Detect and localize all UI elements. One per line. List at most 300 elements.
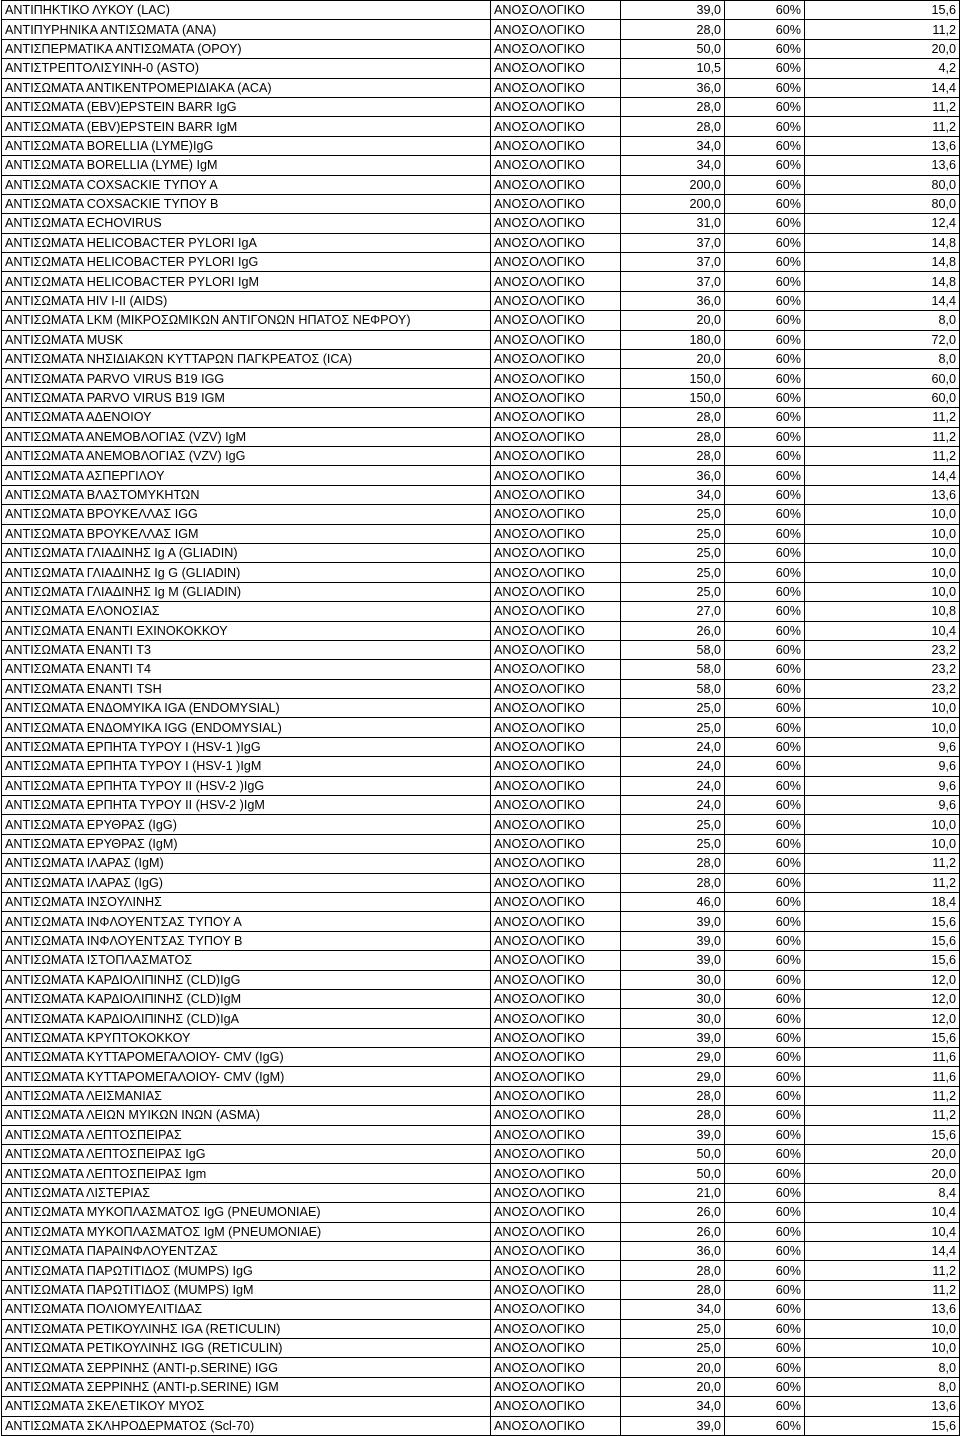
test-name-cell: ΑΝΤΙΣΩΜΑΤΑ HELICOBACTER PYLORI IgG [2,253,491,272]
test-name-cell: ΑΝΤΙΣΩΜΑΤΑ PARVO VIRUS B19 IGM [2,388,491,407]
final-price-cell: 10,0 [805,524,960,543]
test-name-cell: ΑΝΤΙΣΩΜΑΤΑ (EBV)EPSTEIN BARR IgG [2,97,491,116]
category-cell: ΑΝΟΣΟΛΟΓΙΚΟ [491,1280,621,1299]
price-cell: 50,0 [621,1164,725,1183]
final-price-cell: 11,2 [805,1280,960,1299]
test-name-cell: ΑΝΤΙΣΩΜΑΤΑ ΛΕΙΣΜΑΝΙΑΣ [2,1086,491,1105]
price-cell: 46,0 [621,892,725,911]
table-row [2,873,960,892]
price-cell: 20,0 [621,1358,725,1377]
table-row [2,543,960,562]
discount-cell: 60% [725,1358,805,1377]
test-name-cell: ΑΝΤΙΣΩΜΑΤΑ LKM (ΜΙΚΡΟΣΩΜΙΚΩΝ ΑΝΤΙΓΟΝΩΝ ΗΠΑΤΟΣ ΝΕΦΡΟΥ) [2,311,491,330]
final-price-cell: 13,6 [805,156,960,175]
category-cell: ΑΝΟΣΟΛΟΓΙΚΟ [491,466,621,485]
table-row [2,1183,960,1202]
price-cell: 39,0 [621,912,725,931]
category-cell: ΑΝΟΣΟΛΟΓΙΚΟ [491,524,621,543]
final-price-cell: 15,6 [805,912,960,931]
discount-cell: 60% [725,873,805,892]
discount-cell: 60% [725,408,805,427]
final-price-cell: 10,4 [805,1203,960,1222]
price-cell: 20,0 [621,311,725,330]
test-name-cell: ΑΝΤΙΣΩΜΑΤΑ ΛΕΠΤΟΣΠΕΙΡΑΣ [2,1125,491,1144]
category-cell: ΑΝΟΣΟΛΟΓΙΚΟ [491,1358,621,1377]
discount-cell: 60% [725,369,805,388]
test-name-cell: ΑΝΤΙΣΩΜΑΤΑ ΕΝΔΟΜΥΙΚΑ IGA (ENDOMYSIAL) [2,699,491,718]
price-cell: 24,0 [621,757,725,776]
category-cell: ΑΝΟΣΟΛΟΓΙΚΟ [491,854,621,873]
discount-cell: 60% [725,1086,805,1105]
test-name-cell: ΑΝΤΙΣΩΜΑΤΑ ΕΡΠΗΤΑ ΤΥΡΟΥ Ι (HSV-1 )IgM [2,757,491,776]
price-cell: 150,0 [621,369,725,388]
discount-cell: 60% [725,175,805,194]
category-cell: ΑΝΟΣΟΛΟΓΙΚΟ [491,1125,621,1144]
table-row [2,20,960,39]
table-row [2,1009,960,1028]
final-price-cell: 12,0 [805,1009,960,1028]
final-price-cell: 10,8 [805,602,960,621]
final-price-cell: 23,2 [805,640,960,659]
test-name-cell: ΑΝΤΙΣΩΜΑΤΑ ΑΣΠΕΡΓΙΛΟΥ [2,466,491,485]
test-name-cell: ΑΝΤΙΣΩΜΑΤΑ ΠΑΡΩΤΙΤΙΔΟΣ (MUMPS) IgG [2,1261,491,1280]
category-cell: ΑΝΟΣΟΛΟΓΙΚΟ [491,136,621,155]
price-cell: 39,0 [621,1028,725,1047]
table-row [2,408,960,427]
final-price-cell: 11,2 [805,427,960,446]
category-cell: ΑΝΟΣΟΛΟΓΙΚΟ [491,97,621,116]
discount-cell: 60% [725,1,805,20]
discount-cell: 60% [725,1261,805,1280]
price-cell: 28,0 [621,446,725,465]
test-name-cell: ΑΝΤΙΣΩΜΑΤΑ ΕΡΠΗΤΑ ΤΥΡΟΥ Ι (HSV-1 )IgG [2,737,491,756]
table-row [2,989,960,1008]
table-row [2,233,960,252]
discount-cell: 60% [725,311,805,330]
final-price-cell: 11,2 [805,1261,960,1280]
final-price-cell: 10,4 [805,621,960,640]
test-name-cell: ΑΝΤΙΣΩΜΑΤΑ ΣΚΕΛΕΤΙΚΟΥ ΜΥΟΣ [2,1397,491,1416]
table-row [2,39,960,58]
price-cell: 39,0 [621,931,725,950]
discount-cell: 60% [725,78,805,97]
discount-cell: 60% [725,214,805,233]
test-name-cell: ΑΝΤΙΣΩΜΑΤΑ ΕΝΑΝΤΙ ΕΧΙΝΟΚΟΚΚΟΥ [2,621,491,640]
final-price-cell: 14,8 [805,253,960,272]
category-cell: ΑΝΟΣΟΛΟΓΙΚΟ [491,951,621,970]
table-row [2,951,960,970]
test-name-cell: ΑΝΤΙΣΤΡΕΠΤΟΛΙΣΥΙΝΗ-0 (ASTO) [2,59,491,78]
test-name-cell: ΑΝΤΙΣΩΜΑΤΑ ΙΣΤΟΠΛΑΣΜΑΤΟΣ [2,951,491,970]
price-cell: 24,0 [621,737,725,756]
category-cell: ΑΝΟΣΟΛΟΓΙΚΟ [491,970,621,989]
category-cell: ΑΝΟΣΟΛΟΓΙΚΟ [491,1319,621,1338]
final-price-cell: 10,0 [805,505,960,524]
test-name-cell: ΑΝΤΙΣΩΜΑΤΑ ΕΡΠΗΤΑ ΤΥΡΟΥ ΙΙ (HSV-2 )IgG [2,776,491,795]
final-price-cell: 14,8 [805,233,960,252]
table-row [2,1300,960,1319]
discount-cell: 60% [725,815,805,834]
final-price-cell: 15,6 [805,1,960,20]
final-price-cell: 10,0 [805,815,960,834]
price-table-body [2,1,960,1436]
category-cell: ΑΝΟΣΟΛΟΓΙΚΟ [491,1203,621,1222]
table-row [2,892,960,911]
test-name-cell: ΑΝΤΙΣΠΕΡΜΑΤΙΚΑ ΑΝΤΙΣΩΜΑΤΑ (ΟΡΟΥ) [2,39,491,58]
price-cell: 50,0 [621,39,725,58]
category-cell: ΑΝΟΣΟΛΟΓΙΚΟ [491,640,621,659]
price-cell: 20,0 [621,350,725,369]
category-cell: ΑΝΟΣΟΛΟΓΙΚΟ [491,679,621,698]
table-row [2,1280,960,1299]
table-row [2,427,960,446]
price-table [1,0,960,1436]
test-name-cell: ΑΝΤΙΣΩΜΑΤΑ ΛΕΙΩΝ ΜΥΙΚΩΝ ΙΝΩΝ (ASMA) [2,1106,491,1125]
table-row [2,1358,960,1377]
price-cell: 24,0 [621,776,725,795]
table-row [2,776,960,795]
price-cell: 25,0 [621,582,725,601]
test-name-cell: ΑΝΤΙΣΩΜΑΤΑ ΚΥΤΤΑΡΟΜΕΓΑΛΟΙΟΥ- CMV (IgG) [2,1048,491,1067]
price-cell: 28,0 [621,408,725,427]
final-price-cell: 11,6 [805,1067,960,1086]
final-price-cell: 80,0 [805,175,960,194]
table-row [2,1106,960,1125]
test-name-cell: ΑΝΤΙΣΩΜΑΤΑ BORELLIA (LYME) IgM [2,156,491,175]
price-cell: 10,5 [621,59,725,78]
table-row [2,136,960,155]
test-name-cell: ΑΝΤΙΣΩΜΑΤΑ ΑΔΕΝΟΙΟΥ [2,408,491,427]
final-price-cell: 14,4 [805,1242,960,1261]
test-name-cell: ΑΝΤΙΣΩΜΑΤΑ ΣΚΛΗΡΟΔΕΡΜΑΤΟΣ (Scl-70) [2,1416,491,1435]
test-name-cell: ΑΝΤΙΣΩΜΑΤΑ ΜΥΚΟΠΛΑΣΜΑΤΟΣ IgM (PNEUMONIAE) [2,1222,491,1241]
category-cell: ΑΝΟΣΟΛΟΓΙΚΟ [491,350,621,369]
discount-cell: 60% [725,1377,805,1396]
final-price-cell: 9,6 [805,796,960,815]
price-cell: 39,0 [621,1,725,20]
discount-cell: 60% [725,1125,805,1144]
final-price-cell: 15,6 [805,951,960,970]
table-row [2,78,960,97]
test-name-cell: ΑΝΤΙΣΩΜΑΤΑ ΣΕΡΡΙΝΗΣ (ANTI-p.SERINE) IGM [2,1377,491,1396]
category-cell: ΑΝΟΣΟΛΟΓΙΚΟ [491,931,621,950]
discount-cell: 60% [725,892,805,911]
final-price-cell: 11,2 [805,446,960,465]
discount-cell: 60% [725,350,805,369]
discount-cell: 60% [725,582,805,601]
test-name-cell: ΑΝΤΙΣΩΜΑΤΑ ΕΡΠΗΤΑ ΤΥΡΟΥ ΙΙ (HSV-2 )IgM [2,796,491,815]
test-name-cell: ΑΝΤΙΣΩΜΑΤΑ ECHOVIRUS [2,214,491,233]
test-name-cell: ΑΝΤΙΣΩΜΑΤΑ ΕΝΔΟΜΥΙΚΑ IGG (ENDOMYSIAL) [2,718,491,737]
table-row [2,1416,960,1435]
table-row [2,117,960,136]
category-cell: ΑΝΟΣΟΛΟΓΙΚΟ [491,1,621,20]
table-row [2,1222,960,1241]
table-row [2,796,960,815]
final-price-cell: 13,6 [805,1300,960,1319]
test-name-cell: ΑΝΤΙΣΩΜΑΤΑ ΙΝΣΟΥΛΙΝΗΣ [2,892,491,911]
category-cell: ΑΝΟΣΟΛΟΓΙΚΟ [491,1164,621,1183]
test-name-cell: ΑΝΤΙΣΩΜΑΤΑ ΒΡΟΥΚΕΛΛΑΣ IGG [2,505,491,524]
final-price-cell: 15,6 [805,1416,960,1435]
category-cell: ΑΝΟΣΟΛΟΓΙΚΟ [491,718,621,737]
final-price-cell: 10,0 [805,1319,960,1338]
table-row [2,737,960,756]
table-row [2,59,960,78]
price-cell: 34,0 [621,1300,725,1319]
table-row [2,1261,960,1280]
test-name-cell: ΑΝΤΙΣΩΜΑΤΑ HELICOBACTER PYLORI IgM [2,272,491,291]
discount-cell: 60% [725,446,805,465]
category-cell: ΑΝΟΣΟΛΟΓΙΚΟ [491,1009,621,1028]
price-cell: 25,0 [621,563,725,582]
test-name-cell: ΑΝΤΙΣΩΜΑΤΑ ΡΕΤΙΚΟΥΛΙΝΗΣ IGA (RETICULIN) [2,1319,491,1338]
final-price-cell: 8,0 [805,350,960,369]
category-cell: ΑΝΟΣΟΛΟΓΙΚΟ [491,1028,621,1047]
category-cell: ΑΝΟΣΟΛΟΓΙΚΟ [491,408,621,427]
final-price-cell: 11,2 [805,873,960,892]
test-name-cell: ΑΝΤΙΣΩΜΑΤΑ ΚΡΥΠΤΟΚΟΚΚΟΥ [2,1028,491,1047]
price-cell: 21,0 [621,1183,725,1202]
final-price-cell: 12,4 [805,214,960,233]
discount-cell: 60% [725,543,805,562]
table-row [2,582,960,601]
discount-cell: 60% [725,20,805,39]
test-name-cell: ΑΝΤΙΣΩΜΑΤΑ ΓΛΙΑΔΙΝΗΣ Ig G (GLIADIN) [2,563,491,582]
price-cell: 36,0 [621,1242,725,1261]
price-cell: 58,0 [621,640,725,659]
price-cell: 31,0 [621,214,725,233]
discount-cell: 60% [725,156,805,175]
category-cell: ΑΝΟΣΟΛΟΓΙΚΟ [491,505,621,524]
test-name-cell: ΑΝΤΙΣΩΜΑΤΑ ΕΝΑΝΤΙ TSH [2,679,491,698]
discount-cell: 60% [725,1183,805,1202]
discount-cell: 60% [725,931,805,950]
discount-cell: 60% [725,388,805,407]
category-cell: ΑΝΟΣΟΛΟΓΙΚΟ [491,1416,621,1435]
category-cell: ΑΝΟΣΟΛΟΓΙΚΟ [491,1183,621,1202]
test-name-cell: ΑΝΤΙΣΩΜΑΤΑ ΛΙΣΤΕΡΙΑΣ [2,1183,491,1202]
price-cell: 30,0 [621,989,725,1008]
final-price-cell: 9,6 [805,737,960,756]
table-row [2,931,960,950]
category-cell: ΑΝΟΣΟΛΟΓΙΚΟ [491,1106,621,1125]
final-price-cell: 10,4 [805,1222,960,1241]
test-name-cell: ΑΝΤΙΣΩΜΑΤΑ ΙΛΑΡΑΣ (IgM) [2,854,491,873]
test-name-cell: ΑΝΤΙΣΩΜΑΤΑ ΠΑΡΩΤΙΤΙΔΟΣ (MUMPS) IgM [2,1280,491,1299]
final-price-cell: 72,0 [805,330,960,349]
price-cell: 25,0 [621,1319,725,1338]
discount-cell: 60% [725,718,805,737]
test-name-cell: ΑΝΤΙΣΩΜΑΤΑ ΙΝΦΛΟΥΕΝΤΣΑΣ ΤΥΠΟΥ Α [2,912,491,931]
price-cell: 28,0 [621,1086,725,1105]
test-name-cell: ΑΝΤΙΣΩΜΑΤΑ ΝΗΣΙΔΙΑΚΩΝ ΚΥΤΤΑΡΩΝ ΠΑΓΚΡΕΑΤΟΣ (ICA) [2,350,491,369]
table-row [2,505,960,524]
table-row [2,1164,960,1183]
discount-cell: 60% [725,1242,805,1261]
table-row [2,1397,960,1416]
test-name-cell: ΑΝΤΙΣΩΜΑΤΑ ΣΕΡΡΙΝΗΣ (ANTI-p.SERINE) IGG [2,1358,491,1377]
category-cell: ΑΝΟΣΟΛΟΓΙΚΟ [491,330,621,349]
category-cell: ΑΝΟΣΟΛΟΓΙΚΟ [491,1145,621,1164]
price-cell: 28,0 [621,427,725,446]
category-cell: ΑΝΟΣΟΛΟΓΙΚΟ [491,776,621,795]
price-cell: 36,0 [621,78,725,97]
category-cell: ΑΝΟΣΟΛΟΓΙΚΟ [491,253,621,272]
price-cell: 25,0 [621,834,725,853]
table-row [2,388,960,407]
test-name-cell: ΑΝΤΙΣΩΜΑΤΑ HIV I-II (AIDS) [2,291,491,310]
final-price-cell: 10,0 [805,1338,960,1357]
discount-cell: 60% [725,59,805,78]
discount-cell: 60% [725,1164,805,1183]
final-price-cell: 9,6 [805,776,960,795]
test-name-cell: ΑΝΤΙΣΩΜΑΤΑ ΠΑΡΑΙΝΦΛΟΥΕΝΤΖΑΣ [2,1242,491,1261]
final-price-cell: 8,0 [805,1377,960,1396]
final-price-cell: 60,0 [805,388,960,407]
category-cell: ΑΝΟΣΟΛΟΓΙΚΟ [491,621,621,640]
test-name-cell: ΑΝΤΙΣΩΜΑΤΑ COXSACKIE ΤΥΠΟΥ Β [2,194,491,213]
category-cell: ΑΝΟΣΟΛΟΓΙΚΟ [491,796,621,815]
category-cell: ΑΝΟΣΟΛΟΓΙΚΟ [491,1242,621,1261]
discount-cell: 60% [725,1338,805,1357]
price-cell: 25,0 [621,718,725,737]
discount-cell: 60% [725,1106,805,1125]
final-price-cell: 10,0 [805,582,960,601]
test-name-cell: ΑΝΤΙΣΩΜΑΤΑ ΛΕΠΤΟΣΠΕΙΡΑΣ IgG [2,1145,491,1164]
price-cell: 34,0 [621,1397,725,1416]
table-row [2,311,960,330]
price-cell: 25,0 [621,543,725,562]
discount-cell: 60% [725,233,805,252]
category-cell: ΑΝΟΣΟΛΟΓΙΚΟ [491,1397,621,1416]
discount-cell: 60% [725,602,805,621]
price-cell: 39,0 [621,1125,725,1144]
discount-cell: 60% [725,776,805,795]
test-name-cell: ΑΝΤΙΣΩΜΑΤΑ COXSACKIE ΤΥΠΟΥ Α [2,175,491,194]
price-cell: 28,0 [621,20,725,39]
table-row [2,854,960,873]
final-price-cell: 10,0 [805,699,960,718]
final-price-cell: 4,2 [805,59,960,78]
price-cell: 37,0 [621,253,725,272]
table-row [2,1028,960,1047]
category-cell: ΑΝΟΣΟΛΟΓΙΚΟ [491,388,621,407]
price-cell: 29,0 [621,1048,725,1067]
category-cell: ΑΝΟΣΟΛΟΓΙΚΟ [491,78,621,97]
test-name-cell: ΑΝΤΙΣΩΜΑΤΑ ΙΛΑΡΑΣ (IgG) [2,873,491,892]
category-cell: ΑΝΟΣΟΛΟΓΙΚΟ [491,485,621,504]
table-row [2,175,960,194]
final-price-cell: 11,2 [805,97,960,116]
table-row [2,446,960,465]
test-name-cell: ΑΝΤΙΣΩΜΑΤΑ ΕΡΥΘΡΑΣ (IgG) [2,815,491,834]
final-price-cell: 11,2 [805,1086,960,1105]
table-row [2,272,960,291]
discount-cell: 60% [725,1028,805,1047]
category-cell: ΑΝΟΣΟΛΟΓΙΚΟ [491,1086,621,1105]
category-cell: ΑΝΟΣΟΛΟΓΙΚΟ [491,117,621,136]
category-cell: ΑΝΟΣΟΛΟΓΙΚΟ [491,1377,621,1396]
category-cell: ΑΝΟΣΟΛΟΓΙΚΟ [491,214,621,233]
category-cell: ΑΝΟΣΟΛΟΓΙΚΟ [491,1067,621,1086]
test-name-cell: ΑΝΤΙΣΩΜΑΤΑ ΜΥΚΟΠΛΑΣΜΑΤΟΣ IgG (PNEUMONIAE) [2,1203,491,1222]
final-price-cell: 11,2 [805,20,960,39]
table-row [2,912,960,931]
test-name-cell: ΑΝΤΙΣΩΜΑΤΑ ΑΝΤΙΚΕΝΤΡΟΜΕΡΙΔΙΑΚΑ (ACA) [2,78,491,97]
price-cell: 28,0 [621,97,725,116]
category-cell: ΑΝΟΣΟΛΟΓΙΚΟ [491,543,621,562]
price-cell: 20,0 [621,1377,725,1396]
table-row [2,1377,960,1396]
category-cell: ΑΝΟΣΟΛΟΓΙΚΟ [491,311,621,330]
final-price-cell: 20,0 [805,39,960,58]
final-price-cell: 12,0 [805,970,960,989]
test-name-cell: ΑΝΤΙΣΩΜΑΤΑ ΕΡΥΘΡΑΣ (IgM) [2,834,491,853]
discount-cell: 60% [725,427,805,446]
final-price-cell: 11,2 [805,854,960,873]
price-cell: 200,0 [621,175,725,194]
table-row [2,466,960,485]
discount-cell: 60% [725,1048,805,1067]
table-row [2,834,960,853]
price-cell: 29,0 [621,1067,725,1086]
price-cell: 30,0 [621,970,725,989]
category-cell: ΑΝΟΣΟΛΟΓΙΚΟ [491,1261,621,1280]
category-cell: ΑΝΟΣΟΛΟΓΙΚΟ [491,660,621,679]
discount-cell: 60% [725,660,805,679]
price-cell: 180,0 [621,330,725,349]
price-cell: 50,0 [621,1145,725,1164]
test-name-cell: ΑΝΤΙΣΩΜΑΤΑ ΕΛΟΝΟΣΙΑΣ [2,602,491,621]
category-cell: ΑΝΟΣΟΛΟΓΙΚΟ [491,582,621,601]
final-price-cell: 20,0 [805,1164,960,1183]
final-price-cell: 11,6 [805,1048,960,1067]
test-name-cell: ΑΝΤΙΣΩΜΑΤΑ ΚΑΡΔΙΟΛΙΠΙΝΗΣ (CLD)IgA [2,1009,491,1028]
final-price-cell: 15,6 [805,931,960,950]
table-row [2,1067,960,1086]
price-cell: 25,0 [621,524,725,543]
price-cell: 26,0 [621,1203,725,1222]
discount-cell: 60% [725,97,805,116]
discount-cell: 60% [725,1222,805,1241]
price-cell: 39,0 [621,951,725,970]
discount-cell: 60% [725,621,805,640]
test-name-cell: ΑΝΤΙΣΩΜΑΤΑ ΓΛΙΑΔΙΝΗΣ Ig A (GLIADIN) [2,543,491,562]
price-cell: 30,0 [621,1009,725,1028]
table-row [2,1086,960,1105]
discount-cell: 60% [725,136,805,155]
discount-cell: 60% [725,699,805,718]
price-cell: 25,0 [621,505,725,524]
category-cell: ΑΝΟΣΟΛΟΓΙΚΟ [491,815,621,834]
table-row [2,1,960,20]
discount-cell: 60% [725,1319,805,1338]
final-price-cell: 15,6 [805,1028,960,1047]
price-cell: 25,0 [621,815,725,834]
price-cell: 34,0 [621,136,725,155]
price-cell: 26,0 [621,1222,725,1241]
test-name-cell: ΑΝΤΙΣΩΜΑΤΑ ΠΟΛΙΟΜΥΕΛΙΤΙΔΑΣ [2,1300,491,1319]
table-row [2,156,960,175]
category-cell: ΑΝΟΣΟΛΟΓΙΚΟ [491,892,621,911]
table-row [2,330,960,349]
final-price-cell: 13,6 [805,1397,960,1416]
final-price-cell: 18,4 [805,892,960,911]
final-price-cell: 10,0 [805,563,960,582]
test-name-cell: ΑΝΤΙΣΩΜΑΤΑ ΓΛΙΑΔΙΝΗΣ Ig M (GLIADIN) [2,582,491,601]
category-cell: ΑΝΟΣΟΛΟΓΙΚΟ [491,912,621,931]
